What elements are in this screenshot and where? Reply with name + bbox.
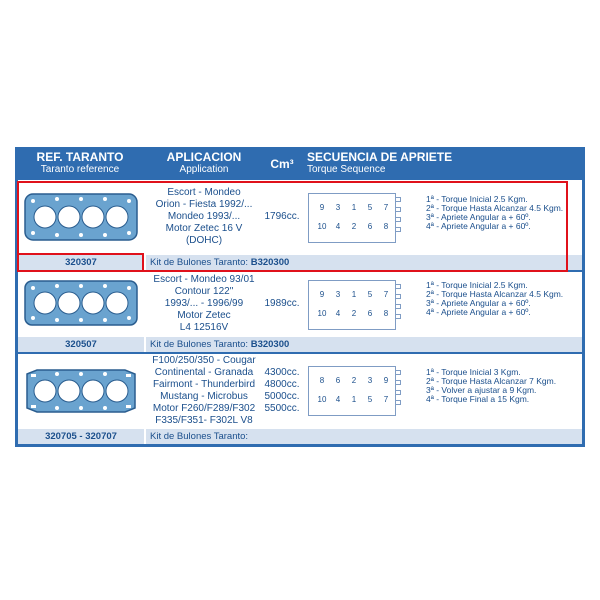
bolt-number: 7 [383, 395, 389, 404]
table-row [18, 354, 582, 444]
application-line: (DOHC) [185, 234, 223, 246]
kit-code: B320300 [250, 257, 290, 268]
bolt-number: 4 [335, 222, 341, 231]
bolt-number: 5 [367, 203, 373, 212]
header-app [145, 147, 263, 180]
gasket-image-cell [18, 354, 144, 427]
kit-code: B320300 [250, 339, 290, 350]
ref-number: 320705 - 320707 [18, 429, 144, 444]
bolt-number: 4 [335, 309, 341, 318]
bolt-number: 10 [317, 222, 327, 231]
gasket-4cyl-image [23, 278, 139, 328]
ref-subtitle: Taranto reference [40, 164, 120, 175]
application-line: Fairmont - Thunderbird [152, 378, 256, 390]
bolt-number: 9 [319, 203, 325, 212]
bolt-number: 3 [367, 376, 373, 385]
bolt-number: 9 [383, 376, 389, 385]
cc-value: 5500cc. [264, 402, 300, 414]
seq-subtitle: Torque Sequence [307, 164, 386, 175]
cc-title: Cm³ [270, 157, 294, 171]
bolt-number: 7 [383, 203, 389, 212]
application-cell [146, 272, 262, 335]
bolt-number: 8 [319, 376, 325, 385]
sequence-cell [302, 354, 582, 427]
header-ref [15, 147, 145, 180]
application-line: Motor Zetec 16 V [165, 222, 243, 234]
ref-number: 320507 [18, 337, 144, 352]
bolt-number: 1 [351, 290, 357, 299]
application-cell [146, 354, 262, 427]
application-line: Mondeo 1993/... [167, 210, 241, 222]
bolt-number: 6 [367, 222, 373, 231]
torque-step: 3ª - Apriete Angular a + 60º. [426, 212, 531, 222]
sequence-cell [302, 272, 582, 335]
application-line: F100/250/350 - Cougar [152, 354, 256, 366]
application-line: 1993/... - 1996/99 [164, 297, 244, 309]
torque-step: 1ª - Torque Inicial 3 Kgm. [426, 367, 521, 377]
torque-steps [426, 368, 556, 404]
cc-cell [264, 354, 300, 427]
torque-step: 1ª - Torque Inicial 2.5 Kgm. [426, 194, 528, 204]
header-seq [307, 147, 577, 180]
app-title: APLICACION [166, 150, 242, 164]
bolt-number: 7 [383, 290, 389, 299]
bolt-number: 6 [335, 376, 341, 385]
application-line: Continental - Granada [154, 366, 254, 378]
bolt-number: 1 [351, 395, 357, 404]
bolt-number: 8 [383, 309, 389, 318]
torque-step: 2ª - Torque Hasta Alcanzar 7 Kgm. [426, 376, 557, 386]
table-row [18, 272, 582, 352]
gasket-v8-image [23, 366, 139, 416]
application-line: Contour 122" [174, 285, 234, 297]
cc-value: 4800cc. [264, 378, 300, 390]
header-cc [263, 147, 301, 180]
torque-step: 2ª - Torque Hasta Alcanzar 4.5 Kgm. [426, 289, 564, 299]
grid-teeth [395, 366, 405, 414]
bolt-number: 2 [351, 309, 357, 318]
cc-value: 4300cc. [264, 366, 300, 378]
bolt-number: 5 [367, 290, 373, 299]
kit-label: Kit de Bulones Taranto: [150, 339, 249, 350]
application-line: L4 12516V [179, 321, 229, 333]
bolt-number: 3 [335, 290, 341, 299]
application-line: Escort - Mondeo [167, 186, 241, 198]
cc-value: 1989cc. [264, 297, 300, 309]
bolt-number: 9 [319, 290, 325, 299]
grid-teeth [395, 280, 405, 328]
bolt-number: 5 [367, 395, 373, 404]
seq-title: SECUENCIA DE APRIETE [307, 150, 453, 164]
torque-sequence-grid [308, 366, 396, 416]
bolt-number: 8 [383, 222, 389, 231]
ref-title: REF. TARANTO [36, 150, 124, 164]
application-line: Motor F260/F289/F302 [152, 402, 256, 414]
cc-cell [264, 272, 300, 335]
torque-step: 1ª - Torque Inicial 2.5 Kgm. [426, 280, 528, 290]
torque-step: 2ª - Torque Hasta Alcanzar 4.5 Kgm. [426, 203, 564, 213]
application-line: Motor Zetec [177, 309, 231, 321]
ref-number: 320307 [18, 255, 144, 270]
cc-value: 5000cc. [264, 390, 300, 402]
gasket-image-cell [18, 272, 144, 335]
cc-value: 1796cc. [264, 210, 300, 222]
kit-bar [146, 429, 582, 444]
torque-steps [426, 281, 563, 317]
application-line: Escort - Mondeo 93/01 [153, 273, 255, 285]
bolt-number: 1 [351, 203, 357, 212]
bolt-number: 10 [317, 395, 327, 404]
torque-step: 4ª - Apriete Angular a + 60º. [426, 307, 531, 317]
torque-step: 3ª - Apriete Angular a + 60º. [426, 298, 531, 308]
application-line: Orion - Fiesta 1992/... [155, 198, 253, 210]
torque-step: 3ª - Volver a ajustar a 9 Kgm. [426, 385, 537, 395]
torque-step: 4ª - Torque Final a 15 Kgm. [426, 394, 530, 404]
application-line: Mustang - Microbus [160, 390, 248, 402]
bolt-number: 3 [335, 203, 341, 212]
torque-step: 4ª - Apriete Angular a + 60º. [426, 221, 531, 231]
bolt-number: 2 [351, 222, 357, 231]
app-subtitle: Application [179, 164, 229, 175]
torque-sequence-grid [308, 280, 396, 330]
bolt-number: 2 [351, 376, 357, 385]
kit-label: Kit de Bulones Taranto: [150, 257, 249, 268]
highlight-ref-box [17, 253, 144, 272]
kit-bar [146, 337, 582, 352]
kit-label: Kit de Bulones Taranto: [150, 431, 249, 442]
bolt-number: 10 [317, 309, 327, 318]
bolt-number: 4 [335, 395, 341, 404]
application-line: F335/F351- F302L V8 [155, 414, 253, 426]
bolt-number: 6 [367, 309, 373, 318]
